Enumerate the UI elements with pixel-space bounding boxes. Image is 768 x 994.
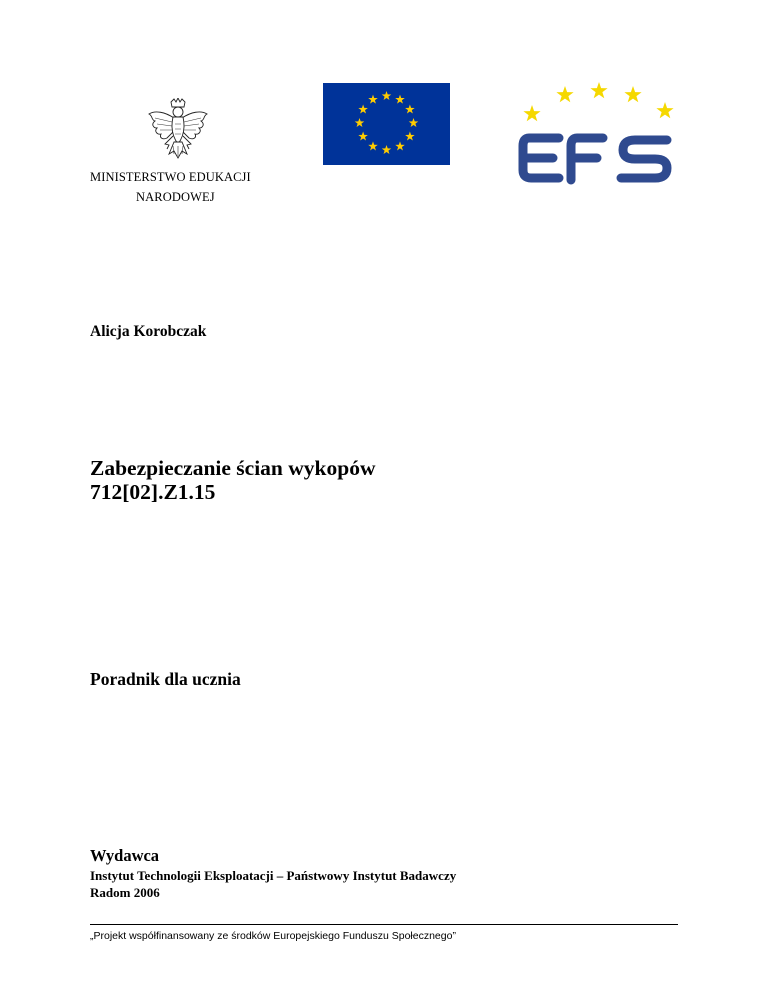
eu-flag-icon xyxy=(323,83,450,165)
publisher-label: Wydawca xyxy=(90,846,160,865)
footer-divider xyxy=(90,924,678,925)
ministry-name-line-1: MINISTERSTWO EDUKACJI xyxy=(90,170,251,184)
publisher-name: Instytut Technologii Eksploatacji – Państwowy Instytut Badawczy xyxy=(90,868,457,883)
document-title xyxy=(90,456,375,504)
title-line-2-module-code: 712[02].Z1.15 xyxy=(90,480,216,504)
author-name: Alicja Korobczak xyxy=(90,323,207,340)
polish-eagle-emblem-icon xyxy=(145,98,211,162)
publisher-city-year: Radom 2006 xyxy=(90,885,160,900)
ministry-name-line-2: NARODOWEJ xyxy=(136,190,215,204)
title-line-1: Zabezpieczanie ścian wykopów xyxy=(90,456,376,480)
document-subtitle: Poradnik dla ucznia xyxy=(90,669,241,689)
footer-funding-note: „Projekt współfinansowany ze środków Europejskiego Funduszu Społecznego” xyxy=(90,930,456,942)
efs-logo xyxy=(517,80,677,186)
